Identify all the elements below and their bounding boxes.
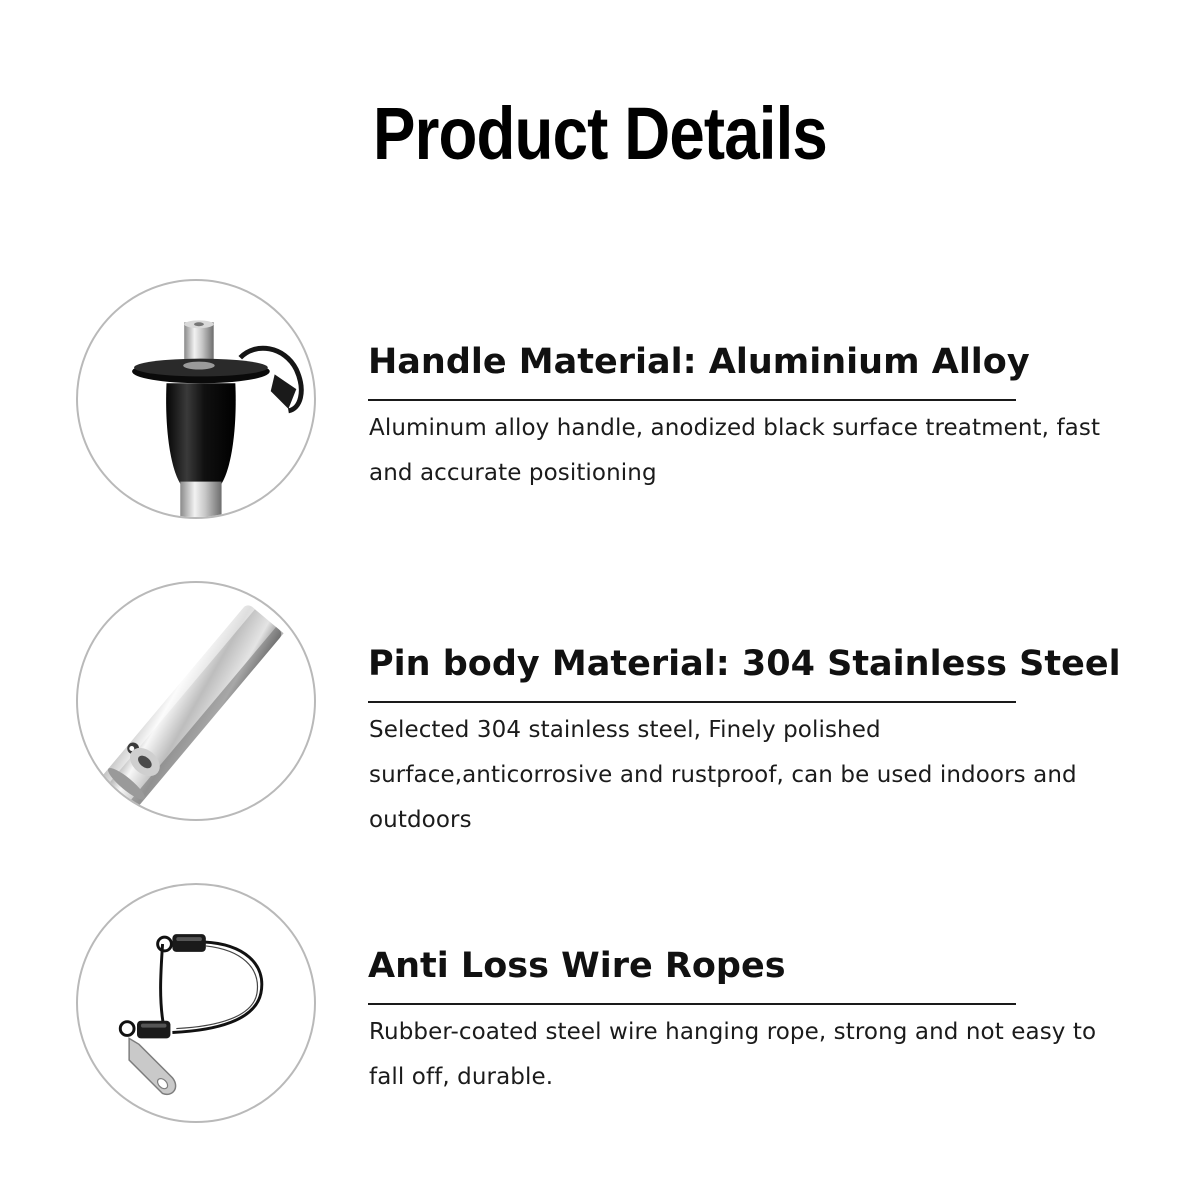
feature-title: Pin body Material: 304 Stainless Steel xyxy=(368,644,1121,684)
feature-pin-body xyxy=(0,581,1200,831)
feature-description: Rubber-coated steel wire hanging rope, strong and not easy to fall off, durable. xyxy=(369,1019,1097,1090)
handle-icon xyxy=(78,281,314,517)
wire-rope-thumbnail xyxy=(76,883,316,1123)
feature-description: Aluminum alloy handle, anodized black surface treatment, fast and accurate positioning xyxy=(369,415,1101,486)
handle-thumbnail xyxy=(76,279,316,519)
pin-body-icon xyxy=(78,583,314,819)
feature-wire-rope xyxy=(0,883,1200,1133)
pin-body-thumbnail xyxy=(76,581,316,821)
feature-handle xyxy=(0,279,1200,529)
feature-divider xyxy=(368,399,1016,401)
feature-divider xyxy=(368,1003,1016,1005)
feature-description: Selected 304 stainless steel, Finely polished surface,anticorrosive and rustproof, can be used indoors and outdoors xyxy=(369,717,1077,833)
feature-title: Handle Material: Aluminium Alloy xyxy=(368,342,1030,382)
page-title: Product Details xyxy=(373,92,827,175)
feature-divider xyxy=(368,701,1016,703)
feature-title: Anti Loss Wire Ropes xyxy=(368,946,786,986)
wire-rope-icon xyxy=(78,885,314,1121)
